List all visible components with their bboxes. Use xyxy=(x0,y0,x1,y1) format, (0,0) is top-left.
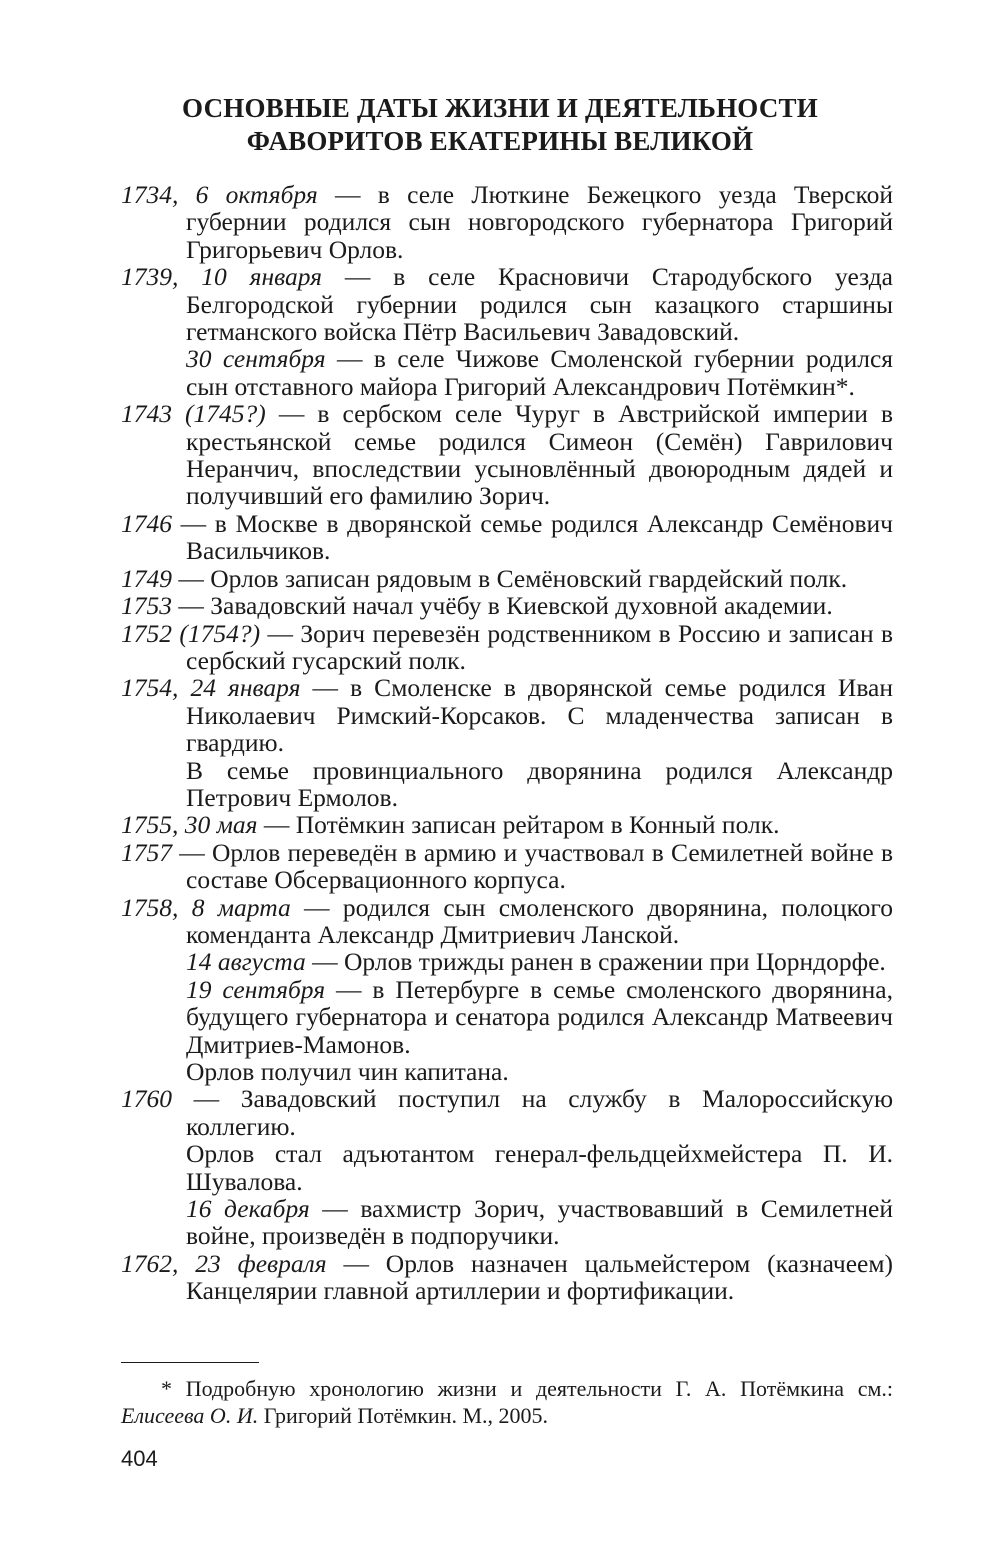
entry-date: 1760 xyxy=(121,1084,172,1114)
entry-text: — в Москве в дворянской семье родился Александр Семёнович Васильчиков. xyxy=(172,508,893,566)
chronology-entry xyxy=(121,1250,893,1305)
chronology-entry xyxy=(121,510,893,565)
entry-text: — Орлов записан рядовым в Семёновский гвардейский полк. xyxy=(172,563,848,593)
chapter-title-line-2: ФАВОРИТОВ ЕКАТЕРИНЫ ВЕЛИКОЙ xyxy=(246,126,754,156)
footnote-rest: Григорий Потёмкин. М., 2005. xyxy=(258,1402,549,1428)
chronology-entry xyxy=(121,674,893,756)
chronology-subentry xyxy=(121,757,893,812)
entry-text: — Орлов трижды ранен в сражении при Цорндорфе. xyxy=(305,947,886,977)
entry-date: 1749 xyxy=(121,563,172,593)
entry-text: — Завадовский поступил на службу в Малороссийскую коллегию. xyxy=(172,1084,893,1141)
footnote-author: Елисеева О. И. xyxy=(121,1402,259,1428)
entry-text: — Орлов назначен цальмейстером (казначеем) Канцелярии главной артиллерии и фортификации. xyxy=(186,1248,894,1306)
chronology-entry xyxy=(121,400,893,510)
entry-text: — Завадовский начал учёбу в Киевской духовной академии. xyxy=(172,591,833,621)
chronology-subentry xyxy=(121,976,893,1058)
chronology-entry xyxy=(121,839,893,894)
entry-text: — Зорич перевезён родственником в Россию и записан в сербский гусарский полк. xyxy=(186,618,894,675)
entry-text: — в Смоленске в дворянской семье родился Иван Николаевич Римский-Корсаков. С младенчества записан в гвардию. xyxy=(186,673,893,758)
chronology-entry xyxy=(121,592,893,619)
entry-date: 19 сентября xyxy=(186,974,326,1004)
chronology-subentry xyxy=(121,1140,893,1195)
chronology-subentry xyxy=(121,1058,893,1085)
chronology-entry xyxy=(121,263,893,345)
entry-date: 16 декабря xyxy=(186,1194,310,1224)
entry-text: — в Петербурге в семье смоленского дворянина, будущего губернатора и сенатора родился Александр Матвеевич Дмитриев-Мамонов. xyxy=(186,974,893,1059)
chronology-subentry xyxy=(121,1195,893,1250)
chronology-subentry xyxy=(121,948,893,975)
entry-text: — родился сын смоленского дворянина, полоцкого коменданта Александр Дмитриевич Ланской. xyxy=(186,892,893,949)
chronology-entry xyxy=(121,811,893,838)
entry-text: — вахмистр Зорич, участвовавший в Семилетней войне, произведён в подпоручики. xyxy=(186,1194,894,1251)
entry-text: В семье провинциального дворянина родился Александр Петрович Ермолов. xyxy=(186,755,893,812)
entry-date: 1739, 10 января xyxy=(121,262,323,292)
entry-text: Орлов стал адъютантом генерал-фельдцейхмейстера П. И. Шувалова. xyxy=(186,1139,893,1196)
entry-text: — Потёмкин записан рейтаром в Конный полк. xyxy=(257,810,780,840)
chronology-entry xyxy=(121,894,893,949)
entry-date: 1734, 6 октября xyxy=(121,180,318,209)
entry-date: 1746 xyxy=(121,508,172,538)
chronology-entry xyxy=(121,620,893,675)
footnote xyxy=(121,1376,893,1429)
chapter-title-line-1: ОСНОВНЫЕ ДАТЫ ЖИЗНИ И ДЕЯТЕЛЬНОСТИ xyxy=(182,93,818,123)
page-number: 404 xyxy=(121,1446,158,1471)
entry-date: 1754, 24 января xyxy=(121,673,301,703)
chapter-title xyxy=(0,92,1000,158)
entry-date: 1755, 30 мая xyxy=(121,810,258,840)
entry-date: 1752 (1754?) xyxy=(121,618,261,648)
footnote-separator xyxy=(121,1362,259,1363)
chronology-entry xyxy=(121,181,893,263)
footnote-prefix: * Подробную хронологию жизни и деятельности Г. А. Потёмкина см.: xyxy=(161,1376,893,1401)
entry-date: 1753 xyxy=(121,591,172,621)
entry-text: — в селе Люткине Бежецкого уезда Тверской губернии родился сын новгородского губернатора Григорий Григорьевич Орлов. xyxy=(186,180,893,264)
entry-text: Орлов получил чин капитана. xyxy=(186,1057,509,1086)
entry-text: — в сербском селе Чуруг в Австрийской империи в крестьянской семье родился Симеон (Семён) Гаврилович Неранчич, впоследствии усыновлённый двоюродным дядей и получивший его фамилию Зорич. xyxy=(186,399,894,511)
entry-text: — в селе Красновичи Стародубского уезда Белгородской губернии родился сын казацкого старшины гетманского войска Пётр Васильевич Завадовский. xyxy=(186,262,893,347)
chronology-subentry xyxy=(121,345,893,400)
chronology-entry xyxy=(121,1085,893,1140)
entry-date: 1757 xyxy=(121,837,172,867)
entry-text: — Орлов переведён в армию и участвовал в Семилетней войне в составе Обсервационного корпуса. xyxy=(172,837,893,895)
entry-date: 30 сентября xyxy=(186,344,326,374)
chronology-entry xyxy=(121,565,893,592)
chronology-list xyxy=(121,181,893,1305)
entry-date: 14 августа xyxy=(186,947,306,977)
entry-date: 1743 (1745?) xyxy=(121,399,266,429)
entry-text: — в селе Чижове Смоленской губернии родился сын отставного майора Григорий Александрович Потёмкин*. xyxy=(186,344,893,401)
entry-date: 1762, 23 февраля xyxy=(121,1248,327,1278)
entry-date: 1758, 8 марта xyxy=(121,892,291,922)
